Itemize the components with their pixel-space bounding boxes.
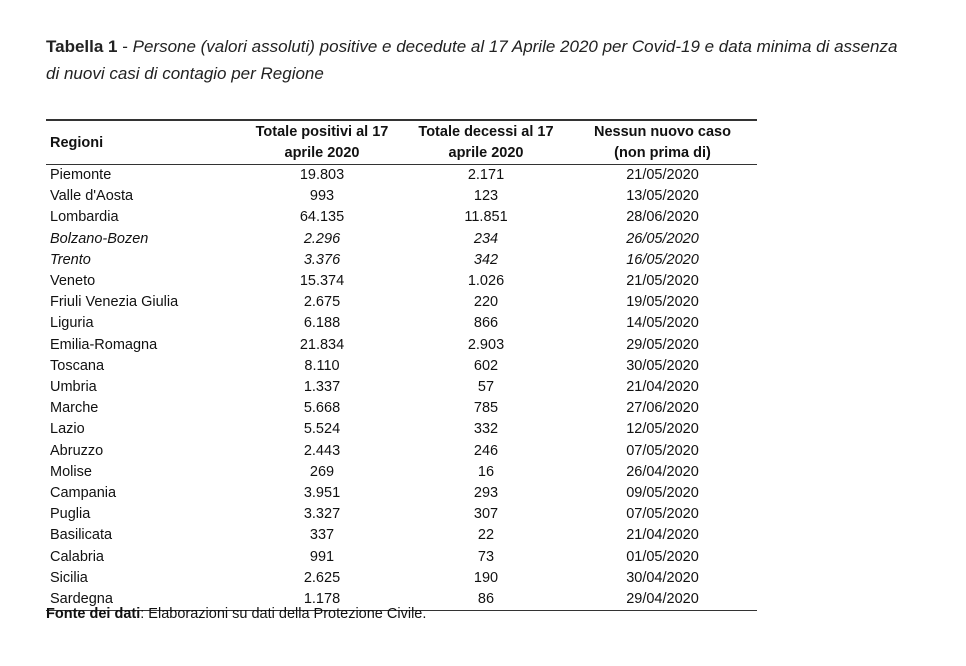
cell-positives: 2.625 — [303, 569, 341, 586]
cell-positives: 6.188 — [303, 315, 341, 332]
table-row — [46, 441, 757, 462]
cell-deaths: 234 — [473, 230, 499, 247]
cell-positives: 3.951 — [303, 485, 341, 502]
cell-region: Trento — [50, 251, 91, 268]
cell-region: Sardegna — [50, 591, 113, 608]
cell-region: Umbria — [50, 379, 97, 396]
cell-no-new-case-date: 21/04/2020 — [626, 379, 699, 396]
cell-no-new-case-date: 27/06/2020 — [626, 400, 699, 417]
cell-deaths: 22 — [477, 527, 495, 544]
cell-positives: 1.337 — [303, 379, 341, 396]
cell-deaths: 342 — [473, 251, 499, 268]
cell-positives: 64.135 — [299, 209, 345, 226]
cell-no-new-case-date: 30/04/2020 — [626, 569, 699, 586]
table-row — [46, 483, 757, 504]
cell-deaths: 293 — [473, 485, 499, 502]
cell-no-new-case-date: 28/06/2020 — [626, 209, 699, 226]
table-row — [46, 568, 757, 589]
caption-separator: - — [117, 37, 133, 56]
cell-no-new-case-date: 09/05/2020 — [626, 485, 699, 502]
cell-positives: 269 — [309, 463, 335, 480]
cell-region: Friuli Venezia Giulia — [50, 294, 179, 311]
table-row — [46, 165, 757, 187]
cell-no-new-case-date: 19/05/2020 — [626, 294, 699, 311]
table-row — [46, 419, 757, 440]
cell-no-new-case-date: 07/05/2020 — [626, 506, 699, 523]
source-note — [46, 606, 426, 622]
cell-positives: 2.443 — [303, 442, 341, 459]
table-row — [46, 377, 757, 398]
table-row — [46, 250, 757, 271]
cell-deaths: 1.026 — [467, 273, 505, 290]
header-positives-line1: Totale positivi al 17 — [255, 124, 389, 140]
cell-deaths: 73 — [477, 548, 495, 565]
cell-deaths: 57 — [477, 379, 495, 396]
cell-positives: 337 — [309, 527, 335, 544]
cell-positives: 2.675 — [303, 294, 341, 311]
cell-region: Emilia-Romagna — [50, 336, 158, 353]
cell-positives: 19.803 — [299, 167, 345, 183]
cell-no-new-case-date: 21/04/2020 — [626, 527, 699, 544]
cell-no-new-case-date: 30/05/2020 — [626, 357, 699, 374]
table-row — [46, 335, 757, 356]
cell-region: Valle d'Aosta — [50, 188, 134, 205]
table-row — [46, 398, 757, 419]
header-no-new-case — [568, 120, 757, 165]
cell-region: Calabria — [50, 548, 104, 565]
cell-positives: 2.296 — [303, 230, 341, 247]
table-row — [46, 525, 757, 546]
cell-deaths: 866 — [473, 315, 499, 332]
cell-region: Campania — [50, 485, 117, 502]
cell-positives: 15.374 — [299, 273, 345, 290]
cell-deaths: 307 — [473, 506, 499, 523]
header-positives-line2: aprile 2020 — [284, 145, 360, 161]
cell-positives: 21.834 — [299, 336, 345, 353]
cell-no-new-case-date: 21/05/2020 — [626, 167, 699, 183]
cell-region: Lazio — [50, 421, 85, 438]
cell-deaths: 332 — [473, 421, 499, 438]
cell-no-new-case-date: 14/05/2020 — [626, 315, 699, 332]
table-row — [46, 292, 757, 313]
table-row — [46, 504, 757, 525]
cell-deaths: 190 — [473, 569, 499, 586]
cell-region: Toscana — [50, 357, 105, 374]
cell-region: Lombardia — [50, 209, 119, 226]
header-positives — [240, 120, 404, 165]
cell-region: Molise — [50, 463, 92, 480]
cell-no-new-case-date: 16/05/2020 — [626, 251, 699, 268]
cell-deaths: 16 — [477, 463, 495, 480]
table-header-row — [46, 120, 757, 165]
cell-deaths: 86 — [477, 591, 495, 608]
cell-region: Bolzano-Bozen — [50, 230, 149, 247]
cell-deaths: 602 — [473, 357, 499, 374]
header-nocase-line2: (non prima di) — [614, 145, 711, 161]
cell-region: Sicilia — [50, 569, 88, 586]
header-regions: Regioni — [50, 134, 104, 151]
cell-region: Basilicata — [50, 527, 113, 544]
source-label: Fonte dei dati — [46, 606, 141, 622]
cell-positives: 8.110 — [304, 357, 340, 374]
cell-no-new-case-date: 07/05/2020 — [626, 442, 699, 459]
cell-deaths: 11.851 — [464, 209, 508, 226]
caption-text: Persone (valori assoluti) positive e decedute al 17 Aprile 2020 per Covid-19 e data minima di assenza di nuovi casi di contagio per Regione — [46, 37, 898, 83]
cell-positives: 3.327 — [303, 506, 341, 523]
cell-no-new-case-date: 21/05/2020 — [626, 273, 699, 290]
cell-deaths: 123 — [473, 188, 499, 205]
header-deaths-line1: Totale decessi al 17 — [418, 124, 554, 140]
cell-no-new-case-date: 12/05/2020 — [626, 421, 699, 438]
cell-no-new-case-date: 13/05/2020 — [626, 188, 699, 205]
table-row — [46, 462, 757, 483]
source-text: : Elaborazioni su dati della Protezione Civile. — [140, 606, 427, 622]
table-row — [46, 229, 757, 250]
covid-regions-table — [46, 119, 757, 611]
cell-deaths: 220 — [473, 294, 499, 311]
table-caption — [46, 33, 906, 87]
cell-positives: 5.668 — [303, 400, 341, 417]
cell-region: Marche — [50, 400, 99, 417]
table-row — [46, 186, 757, 207]
table-row — [46, 547, 757, 568]
table-row — [46, 271, 757, 292]
cell-deaths: 2.171 — [467, 167, 505, 183]
cell-region: Liguria — [50, 315, 94, 332]
cell-region: Piemonte — [50, 167, 112, 183]
table-row — [46, 356, 757, 377]
cell-deaths: 2.903 — [467, 336, 505, 353]
cell-positives: 1.178 — [303, 591, 341, 608]
cell-region: Veneto — [50, 273, 96, 290]
caption-label: Tabella 1 — [46, 37, 118, 56]
header-deaths-line2: aprile 2020 — [448, 145, 524, 161]
cell-deaths: 785 — [473, 400, 499, 417]
cell-no-new-case-date: 26/05/2020 — [626, 230, 699, 247]
table-row — [46, 313, 757, 334]
table-row — [46, 207, 757, 228]
cell-positives: 993 — [309, 188, 335, 205]
cell-region: Abruzzo — [50, 442, 104, 459]
cell-no-new-case-date: 29/04/2020 — [626, 591, 699, 608]
cell-no-new-case-date: 26/04/2020 — [626, 463, 699, 480]
cell-positives: 5.524 — [303, 421, 341, 438]
cell-positives: 991 — [309, 548, 335, 565]
cell-region: Puglia — [50, 506, 91, 523]
cell-no-new-case-date: 29/05/2020 — [626, 336, 699, 353]
cell-deaths: 246 — [473, 442, 499, 459]
header-nocase-line1: Nessun nuovo caso — [594, 124, 731, 140]
header-deaths — [404, 120, 568, 165]
cell-no-new-case-date: 01/05/2020 — [626, 548, 699, 565]
cell-positives: 3.376 — [303, 251, 341, 268]
